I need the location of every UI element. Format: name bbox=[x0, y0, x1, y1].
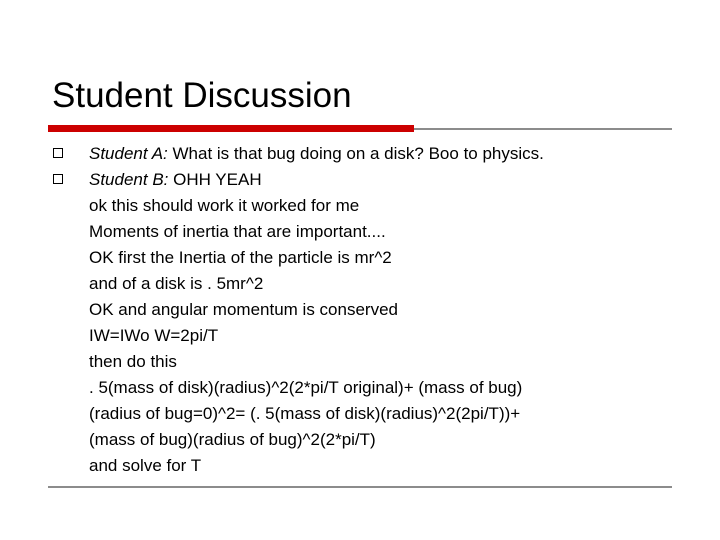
student-b-line bbox=[89, 167, 544, 193]
body-line: OK and angular momentum is conserved bbox=[89, 300, 398, 319]
body-line: (mass of bug)(radius of bug)^2(2*pi/T) bbox=[89, 430, 376, 449]
body-line: ok this should work it worked for me bbox=[89, 196, 360, 215]
student-b-text: OHH YEAH bbox=[168, 170, 262, 189]
body-line: then do this bbox=[89, 352, 177, 371]
body-line: . 5(mass of disk)(radius)^2(2*pi/T original)+ (mass of bug) bbox=[89, 378, 523, 397]
body-line: and of a disk is . 5mr^2 bbox=[89, 274, 264, 293]
student-b-speaker: Student B: bbox=[89, 170, 169, 189]
student-a-text: What is that bug doing on a disk? Boo to physics. bbox=[167, 144, 544, 163]
body-line: OK first the Inertia of the particle is mr^2 bbox=[89, 248, 392, 267]
slide-body bbox=[89, 141, 544, 479]
square-bullet-icon bbox=[53, 148, 63, 158]
title-accent-bar bbox=[48, 125, 414, 132]
body-line: IW=IWo W=2pi/T bbox=[89, 326, 219, 345]
student-a-speaker: Student A: bbox=[89, 144, 168, 163]
square-bullet-icon bbox=[53, 174, 63, 184]
slide-title: Student Discussion bbox=[52, 76, 352, 115]
title-divider-line bbox=[414, 128, 672, 130]
body-line: (radius of bug=0)^2= (. 5(mass of disk)(radius)^2(2pi/T))+ bbox=[89, 404, 521, 423]
body-line: Moments of inertia that are important.... bbox=[89, 222, 386, 241]
footer-divider-line bbox=[48, 486, 672, 488]
body-line: and solve for T bbox=[89, 456, 202, 475]
student-a-line bbox=[89, 141, 544, 167]
